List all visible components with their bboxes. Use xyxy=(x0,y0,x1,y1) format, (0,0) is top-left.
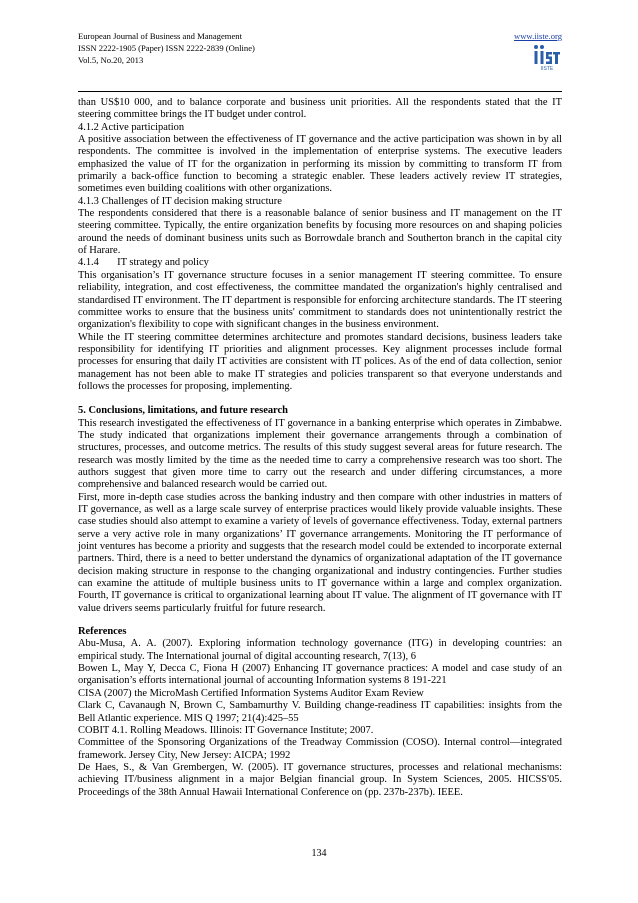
subsection-heading: 4.1.2 Active participation xyxy=(78,121,185,133)
reference-item: De Haes, S., & Van Grembergen, W. (2005). IT governance structures, processes and relational mechanisms: achieving IT/business alignment in a major Belgian financial group. In System Sciences, 2005. HICSS'05. Proceedings of the 38th Annual Hawaii International Conference on (pp. 237b-237b). IEEE. xyxy=(78,761,562,798)
body-paragraph: First, more in-depth case studies across the banking industry and then compare with other industries in matters of IT governance, as well as a large scale survey of enterprise practices would likely provide valuable insights. These case studies should also attempt to examine a variety of levels of governance effectiveness. Today, external partners serve a very active role in many organizations’ IT governance arrangements. Monitoring the IT performance of joint ventures has become a priority and suggests that the research model could be extended to incorporate external partners. Third, there is a need to better understand the dynamics of organizational adaptation of the IT governance decision making structure in response to the changing organizational and industry contingencies. Further studies can examine the attitude of multiple business units to IT governance within a large and complex organization. Fourth, IT governance is critical to organizational learning about IT value. The alignment of IT governance with IT value drivers seems particularly fruitful for future research. xyxy=(78,491,562,614)
body-paragraph: A positive association between the effectiveness of IT governance and the active participation was shown in by all respondents. The committee is involved in the implementation of enterprise systems. The executive leaders emphasized the value of IT for the organization in performing its mission by committing to transform IT from primarily a back-office function to becoming a strategic enabler. These leaders actively review IT strategies, sometimes even building coalitions with other organizations. xyxy=(78,134,562,195)
body-paragraph: This research investigated the effectiveness of IT governance in a banking enterprise which operates in Zimbabwe. The study indicated that organizations implement their governance arrangements through a combination of structures, processes, and outcome metrics. The results of this study suggest several areas for future research. The research was mostly limited by the time as the needed time to carry a comprehensive research was too short. The authors suggest that given more time to carry out the research and under differing circumstances, a more comprehensive and balanced research would be carried out. xyxy=(78,417,562,491)
journal-issn: ISSN 2222-1905 (Paper) ISSN 2222-2839 (Online) xyxy=(78,43,255,53)
body-paragraph: While the IT steering committee determines architecture and promotes standard decisions, business leaders take responsibility for identifying IT priorities and alignment processes. Key alignment processes include formal processes for ensuring that daily IT activities are consistent with IT polices. As of the end of data collection, senior management has not been able to make IT strategies and policies transparent so that everyone understands and follows the processes for proposing, implementing. xyxy=(78,331,562,392)
journal-website-link[interactable]: www.iiste.org xyxy=(514,31,562,41)
header-rule xyxy=(78,91,562,92)
body-paragraph: This organisation’s IT governance structure focuses in a senior management IT steering committee. To ensure reliability, integration, and cost effectiveness, the committee mandated the organization's highly centralised and standardised IT environment. The IT department is responsible for enforcing architecture standards. The IT steering committee works to ensure that the business units' commitment to standards does not unintentionally restrict the organization's flexibility to cope with significant changes in the business environment. xyxy=(78,269,562,331)
page-content xyxy=(78,97,562,799)
page-header xyxy=(78,27,562,91)
iiste-logo-icon xyxy=(532,43,562,71)
journal-name: European Journal of Business and Management xyxy=(78,31,242,41)
subsection-heading: 4.1.4 IT strategy and policy xyxy=(78,257,209,269)
references-heading: References xyxy=(78,626,127,638)
reference-item: CISA (2007) the MicroMash Certified Information Systems Auditor Exam Review xyxy=(78,687,424,699)
reference-item: Bowen L, May Y, Decca C, Fiona H (2007) Enhancing IT governance practices: A model and case study of an organisation’s efforts international journal of accounting Information systems 8 191-221 xyxy=(78,663,562,687)
section-heading: 5. Conclusions, limitations, and future research xyxy=(78,405,288,417)
reference-item: COBIT 4.1. Rolling Meadows. Illinois: IT Governance Institute; 2007. xyxy=(78,724,374,736)
reference-item: Abu-Musa, A. A. (2007). Exploring information technology governance (ITG) in developing countries: an empirical study. The International journal of digital accounting research, 7(13), 6 xyxy=(78,638,562,662)
body-paragraph: than US$10 000, and to balance corporate and business unit priorities. All the respondents stated that the IT steering committee brings the IT budget under control. xyxy=(78,97,562,121)
subsection-heading: 4.1.3 Challenges of IT decision making structure xyxy=(78,195,282,207)
body-paragraph: The respondents considered that there is a reasonable balance of senior business and IT management on the IT steering committee. Typically, the entire organization benefits by focusing more resources on and shaping policies around the needs of dominant business units such as Borrowdale branch and Southerton branch in the capital city of Harare. xyxy=(78,208,562,257)
reference-item: Committee of the Sponsoring Organizations of the Treadway Commission (COSO). Internal control—integrated framework. Jersey City, New Jersey: AICPA; 1992 xyxy=(78,737,562,761)
page-number: 134 xyxy=(311,848,327,859)
journal-volume: Vol.5, No.20, 2013 xyxy=(78,55,144,65)
logo-text: IISTE xyxy=(540,66,554,71)
reference-item: Clark C, Cavanaugh N, Brown C, Sambamurthy V. Building change-readiness IT capabilities: insights from the Bell Atlantic experience. MIS Q 1997; 21(4):425–55 xyxy=(78,700,562,724)
